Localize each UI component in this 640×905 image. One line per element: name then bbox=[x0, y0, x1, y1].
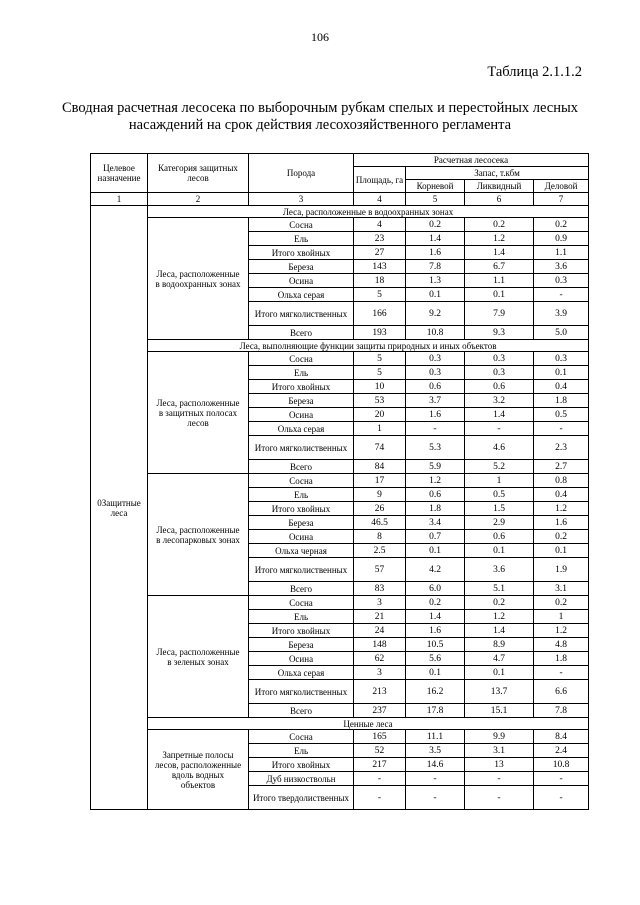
section-title: Леса, расположенные в водоохранных зонах bbox=[148, 206, 589, 218]
table-row bbox=[91, 352, 589, 366]
area-cell: 24 bbox=[354, 624, 406, 638]
business-cell: - bbox=[534, 288, 589, 302]
area-cell: 3 bbox=[354, 596, 406, 610]
section-title: Ценные леса bbox=[148, 718, 589, 730]
liquid-cell: 1.4 bbox=[465, 246, 534, 260]
species-cell: Дуб низкоствольн bbox=[249, 772, 354, 786]
root-cell: 1.4 bbox=[406, 610, 465, 624]
area-cell: 10 bbox=[354, 380, 406, 394]
liquid-cell: 3.6 bbox=[465, 558, 534, 582]
root-cell: 0.1 bbox=[406, 288, 465, 302]
species-cell: Сосна bbox=[249, 730, 354, 744]
table-label: Таблица 2.1.1.2 bbox=[487, 64, 582, 80]
species-cell: Ель bbox=[249, 366, 354, 380]
business-cell: 0.2 bbox=[534, 530, 589, 544]
species-cell: Всего bbox=[249, 704, 354, 718]
species-cell: Всего bbox=[249, 326, 354, 340]
business-cell: 1 bbox=[534, 610, 589, 624]
business-cell: 2.3 bbox=[534, 436, 589, 460]
business-cell: 8.4 bbox=[534, 730, 589, 744]
business-cell: 1.1 bbox=[534, 246, 589, 260]
business-cell: 0.1 bbox=[534, 544, 589, 558]
business-cell: 2.4 bbox=[534, 744, 589, 758]
business-cell: 0.3 bbox=[534, 352, 589, 366]
section-title: Леса, выполняющие функции защиты природных и иных объектов bbox=[148, 340, 589, 352]
area-cell: 57 bbox=[354, 558, 406, 582]
liquid-cell: 3.1 bbox=[465, 744, 534, 758]
business-cell: 1.6 bbox=[534, 516, 589, 530]
liquid-cell: 0.5 bbox=[465, 488, 534, 502]
table-row bbox=[91, 474, 589, 488]
area-cell: 17 bbox=[354, 474, 406, 488]
root-cell: 11.1 bbox=[406, 730, 465, 744]
species-cell: Сосна bbox=[249, 218, 354, 232]
liquid-cell: - bbox=[465, 422, 534, 436]
business-cell: 2.7 bbox=[534, 460, 589, 474]
species-cell: Сосна bbox=[249, 596, 354, 610]
header-root: Корневой bbox=[406, 180, 465, 193]
root-cell: 5.6 bbox=[406, 652, 465, 666]
area-cell: 143 bbox=[354, 260, 406, 274]
species-cell: Итого хвойных bbox=[249, 502, 354, 516]
business-cell: 0.1 bbox=[534, 366, 589, 380]
area-cell: 217 bbox=[354, 758, 406, 772]
species-cell: Ель bbox=[249, 744, 354, 758]
liquid-cell: 7.9 bbox=[465, 302, 534, 326]
species-cell: Сосна bbox=[249, 352, 354, 366]
business-cell: 0.2 bbox=[534, 596, 589, 610]
header-cutting-area: Расчетная лесосека bbox=[354, 154, 589, 167]
root-cell: 16.2 bbox=[406, 680, 465, 704]
root-cell: 1.6 bbox=[406, 408, 465, 422]
species-cell: Итого твердолиственных bbox=[249, 786, 354, 810]
species-cell: Всего bbox=[249, 582, 354, 596]
species-cell: Итого хвойных bbox=[249, 246, 354, 260]
liquid-cell: - bbox=[465, 786, 534, 810]
liquid-cell: 0.1 bbox=[465, 544, 534, 558]
category-cell: Леса, расположенные в лесопарковых зонах bbox=[148, 474, 249, 596]
root-cell: - bbox=[406, 786, 465, 810]
root-cell: 0.3 bbox=[406, 366, 465, 380]
species-cell: Береза bbox=[249, 394, 354, 408]
area-cell: 53 bbox=[354, 394, 406, 408]
liquid-cell: 1.2 bbox=[465, 232, 534, 246]
business-cell: 1.8 bbox=[534, 394, 589, 408]
liquid-cell: 1.1 bbox=[465, 274, 534, 288]
business-cell: - bbox=[534, 666, 589, 680]
root-cell: 0.1 bbox=[406, 666, 465, 680]
root-cell: 3.5 bbox=[406, 744, 465, 758]
root-cell: 0.1 bbox=[406, 544, 465, 558]
business-cell: 0.8 bbox=[534, 474, 589, 488]
liquid-cell: 15.1 bbox=[465, 704, 534, 718]
area-cell: 1 bbox=[354, 422, 406, 436]
area-cell: 193 bbox=[354, 326, 406, 340]
root-cell: - bbox=[406, 772, 465, 786]
category-cell: Леса, расположенные в водоохранных зонах bbox=[148, 218, 249, 340]
business-cell: - bbox=[534, 772, 589, 786]
area-cell: 166 bbox=[354, 302, 406, 326]
species-cell: Ольха черная bbox=[249, 544, 354, 558]
species-cell: Всего bbox=[249, 460, 354, 474]
liquid-cell: 4.6 bbox=[465, 436, 534, 460]
root-cell: 0.6 bbox=[406, 380, 465, 394]
column-number: 4 bbox=[354, 193, 406, 206]
header-category: Категория защитных лесов bbox=[148, 154, 249, 193]
area-cell: 9 bbox=[354, 488, 406, 502]
liquid-cell: 1 bbox=[465, 474, 534, 488]
header-liquid: Ликвидный bbox=[465, 180, 534, 193]
species-cell: Ольха серая bbox=[249, 666, 354, 680]
category-cell: Леса, расположенные в зеленых зонах bbox=[148, 596, 249, 718]
root-cell: 0.2 bbox=[406, 596, 465, 610]
species-cell: Ель bbox=[249, 610, 354, 624]
area-cell: 52 bbox=[354, 744, 406, 758]
area-cell: 26 bbox=[354, 502, 406, 516]
header-stock: Запас, т.кбм bbox=[406, 167, 589, 180]
root-cell: - bbox=[406, 422, 465, 436]
table-row bbox=[91, 218, 589, 232]
root-cell: 0.2 bbox=[406, 218, 465, 232]
column-number: 5 bbox=[406, 193, 465, 206]
liquid-cell: 1.4 bbox=[465, 408, 534, 422]
liquid-cell: 0.2 bbox=[465, 596, 534, 610]
business-cell: 6.6 bbox=[534, 680, 589, 704]
species-cell: Береза bbox=[249, 516, 354, 530]
column-number: 1 bbox=[91, 193, 148, 206]
area-cell: 4 bbox=[354, 218, 406, 232]
area-cell: 20 bbox=[354, 408, 406, 422]
column-number: 7 bbox=[534, 193, 589, 206]
species-cell: Итого мягколиственных bbox=[249, 680, 354, 704]
root-cell: 0.7 bbox=[406, 530, 465, 544]
category-cell: Леса, расположенные в защитных полосах лесов bbox=[148, 352, 249, 474]
liquid-cell: 4.7 bbox=[465, 652, 534, 666]
root-cell: 5.9 bbox=[406, 460, 465, 474]
species-cell: Осина bbox=[249, 652, 354, 666]
header-purpose: Целевое назначение bbox=[91, 154, 148, 193]
area-cell: 62 bbox=[354, 652, 406, 666]
business-cell: 0.2 bbox=[534, 218, 589, 232]
area-cell: 213 bbox=[354, 680, 406, 704]
area-cell: 2.5 bbox=[354, 544, 406, 558]
business-cell: 1.2 bbox=[534, 624, 589, 638]
business-cell: 0.5 bbox=[534, 408, 589, 422]
species-cell: Сосна bbox=[249, 474, 354, 488]
liquid-cell: 0.1 bbox=[465, 288, 534, 302]
area-cell: 74 bbox=[354, 436, 406, 460]
business-cell: 5.0 bbox=[534, 326, 589, 340]
business-cell: - bbox=[534, 422, 589, 436]
liquid-cell: 9.9 bbox=[465, 730, 534, 744]
root-cell: 0.6 bbox=[406, 488, 465, 502]
root-cell: 3.7 bbox=[406, 394, 465, 408]
area-cell: - bbox=[354, 786, 406, 810]
table-body bbox=[91, 206, 589, 810]
category-cell: Запретные полосы лесов, расположенные вдоль водных объектов bbox=[148, 730, 249, 810]
header-species: Порода bbox=[249, 154, 354, 193]
species-cell: Итого хвойных bbox=[249, 624, 354, 638]
area-cell: 84 bbox=[354, 460, 406, 474]
root-cell: 14.6 bbox=[406, 758, 465, 772]
area-cell: 18 bbox=[354, 274, 406, 288]
business-cell: 1.9 bbox=[534, 558, 589, 582]
liquid-cell: 5.2 bbox=[465, 460, 534, 474]
business-cell: - bbox=[534, 786, 589, 810]
business-cell: 0.3 bbox=[534, 274, 589, 288]
liquid-cell: 9.3 bbox=[465, 326, 534, 340]
root-cell: 1.3 bbox=[406, 274, 465, 288]
liquid-cell: 8.9 bbox=[465, 638, 534, 652]
root-cell: 4.2 bbox=[406, 558, 465, 582]
column-number: 6 bbox=[465, 193, 534, 206]
area-cell: 8 bbox=[354, 530, 406, 544]
area-cell: 46.5 bbox=[354, 516, 406, 530]
species-cell: Ель bbox=[249, 488, 354, 502]
purpose-cell: 0Защитные леса bbox=[91, 206, 148, 810]
root-cell: 0.3 bbox=[406, 352, 465, 366]
area-cell: 3 bbox=[354, 666, 406, 680]
liquid-cell: 0.3 bbox=[465, 352, 534, 366]
root-cell: 1.6 bbox=[406, 246, 465, 260]
root-cell: 10.8 bbox=[406, 326, 465, 340]
liquid-cell: 2.9 bbox=[465, 516, 534, 530]
liquid-cell: 13.7 bbox=[465, 680, 534, 704]
liquid-cell: 0.6 bbox=[465, 380, 534, 394]
area-cell: 165 bbox=[354, 730, 406, 744]
cutting-area-table bbox=[90, 153, 589, 810]
business-cell: 1.2 bbox=[534, 502, 589, 516]
header-area: Площадь, га bbox=[354, 167, 406, 193]
root-cell: 1.4 bbox=[406, 232, 465, 246]
business-cell: 3.6 bbox=[534, 260, 589, 274]
species-cell: Осина bbox=[249, 408, 354, 422]
species-cell: Ольха серая bbox=[249, 288, 354, 302]
species-cell: Ель bbox=[249, 232, 354, 246]
species-cell: Береза bbox=[249, 638, 354, 652]
species-cell: Ольха серая bbox=[249, 422, 354, 436]
area-cell: - bbox=[354, 772, 406, 786]
page-number: 106 bbox=[311, 30, 329, 44]
liquid-cell: - bbox=[465, 772, 534, 786]
root-cell: 9.2 bbox=[406, 302, 465, 326]
column-number: 3 bbox=[249, 193, 354, 206]
area-cell: 237 bbox=[354, 704, 406, 718]
area-cell: 148 bbox=[354, 638, 406, 652]
species-cell: Осина bbox=[249, 274, 354, 288]
business-cell: 0.4 bbox=[534, 488, 589, 502]
species-cell: Береза bbox=[249, 260, 354, 274]
business-cell: 1.8 bbox=[534, 652, 589, 666]
document-title: Сводная расчетная лесосека по выборочным рубкам спелых и перестойных лесных насаждений на срок действия лесохозяйственного регламента bbox=[62, 100, 578, 133]
table-row bbox=[91, 730, 589, 744]
area-cell: 5 bbox=[354, 366, 406, 380]
species-cell: Итого хвойных bbox=[249, 758, 354, 772]
liquid-cell: 13 bbox=[465, 758, 534, 772]
liquid-cell: 0.6 bbox=[465, 530, 534, 544]
business-cell: 7.8 bbox=[534, 704, 589, 718]
header-business: Деловой bbox=[534, 180, 589, 193]
liquid-cell: 0.3 bbox=[465, 366, 534, 380]
liquid-cell: 3.2 bbox=[465, 394, 534, 408]
species-cell: Осина bbox=[249, 530, 354, 544]
liquid-cell: 1.2 bbox=[465, 610, 534, 624]
column-number: 2 bbox=[148, 193, 249, 206]
liquid-cell: 0.1 bbox=[465, 666, 534, 680]
liquid-cell: 5.1 bbox=[465, 582, 534, 596]
liquid-cell: 1.5 bbox=[465, 502, 534, 516]
liquid-cell: 6.7 bbox=[465, 260, 534, 274]
area-cell: 83 bbox=[354, 582, 406, 596]
species-cell: Итого мягколиственных bbox=[249, 436, 354, 460]
liquid-cell: 0.2 bbox=[465, 218, 534, 232]
business-cell: 0.4 bbox=[534, 380, 589, 394]
root-cell: 1.2 bbox=[406, 474, 465, 488]
area-cell: 5 bbox=[354, 352, 406, 366]
root-cell: 10.5 bbox=[406, 638, 465, 652]
species-cell: Итого мягколиственных bbox=[249, 302, 354, 326]
area-cell: 5 bbox=[354, 288, 406, 302]
root-cell: 17.8 bbox=[406, 704, 465, 718]
root-cell: 3.4 bbox=[406, 516, 465, 530]
root-cell: 1.8 bbox=[406, 502, 465, 516]
root-cell: 1.6 bbox=[406, 624, 465, 638]
species-cell: Итого хвойных bbox=[249, 380, 354, 394]
species-cell: Итого мягколиственных bbox=[249, 558, 354, 582]
business-cell: 3.1 bbox=[534, 582, 589, 596]
business-cell: 4.8 bbox=[534, 638, 589, 652]
table-row bbox=[91, 596, 589, 610]
business-cell: 0.9 bbox=[534, 232, 589, 246]
liquid-cell: 1.4 bbox=[465, 624, 534, 638]
root-cell: 5.3 bbox=[406, 436, 465, 460]
business-cell: 3.9 bbox=[534, 302, 589, 326]
business-cell: 10.8 bbox=[534, 758, 589, 772]
area-cell: 27 bbox=[354, 246, 406, 260]
area-cell: 23 bbox=[354, 232, 406, 246]
root-cell: 6.0 bbox=[406, 582, 465, 596]
area-cell: 21 bbox=[354, 610, 406, 624]
root-cell: 7.8 bbox=[406, 260, 465, 274]
